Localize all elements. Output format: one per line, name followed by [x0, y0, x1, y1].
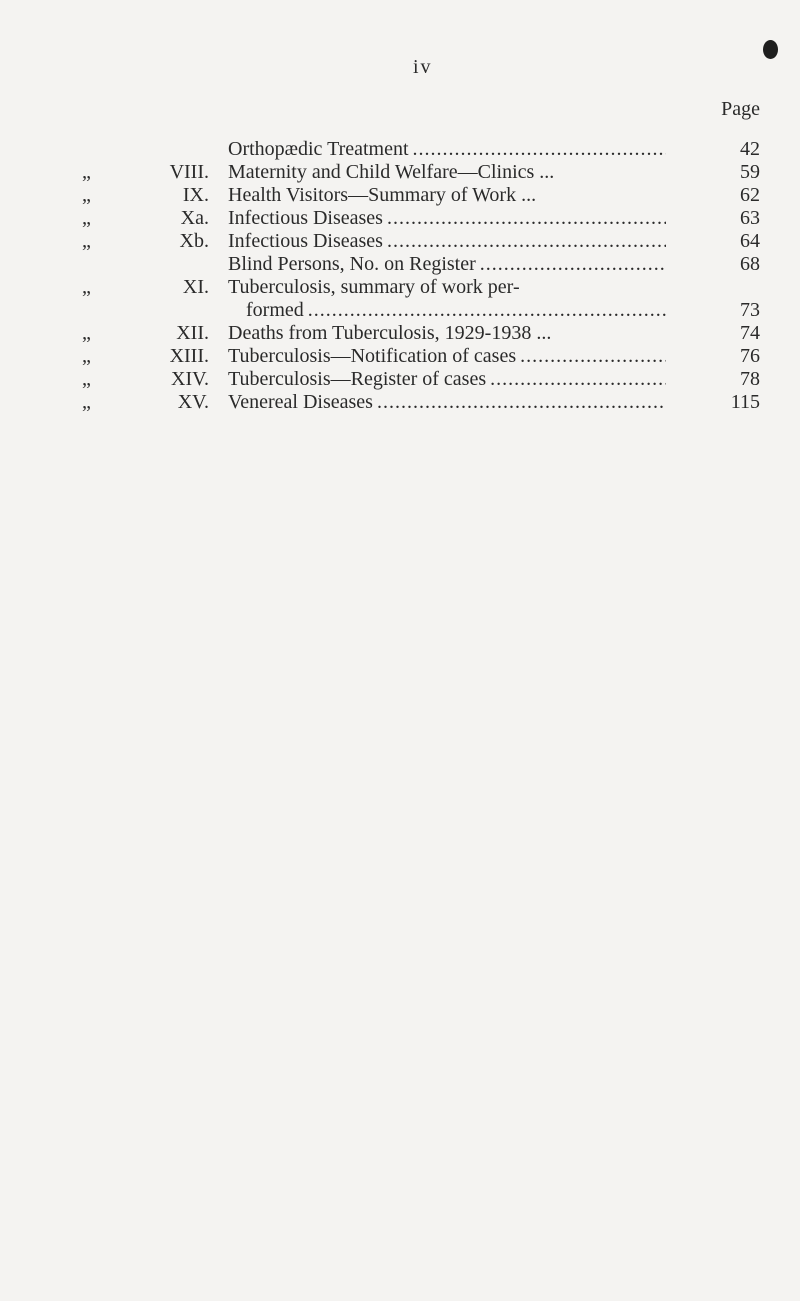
entry-title-with-leader: [228, 322, 666, 345]
table-of-contents: [0, 138, 800, 414]
toc-row: [0, 138, 800, 161]
entry-title: Infectious Diseases: [228, 230, 383, 252]
page-ref: 59: [740, 161, 760, 183]
entry-title: Tuberculosis—Notification of cases: [228, 345, 517, 367]
entry-title-with-leader: [228, 184, 666, 207]
toc-row: [0, 345, 800, 368]
dot-leader: [520, 345, 666, 368]
entry-title-with-leader: [228, 207, 666, 230]
page-ref: 115: [730, 391, 760, 413]
entry-title-with-leader: [228, 138, 666, 161]
dot-leader: [490, 368, 666, 391]
entry-title-with-leader: [228, 391, 666, 414]
dot-leader: [413, 138, 666, 161]
entry-title-with-leader: [228, 230, 666, 253]
entry-title: Maternity and Child Welfare—Clinics ...: [228, 161, 555, 183]
page-ref: 64: [740, 230, 760, 252]
dot-leader: [480, 253, 666, 276]
table-label: Xa.: [180, 207, 209, 229]
ditto-mark: „: [82, 161, 91, 183]
entry-title-with-leader: [228, 276, 666, 322]
ink-blot: [763, 40, 778, 59]
toc-row: [0, 322, 800, 345]
toc-row: [0, 276, 800, 322]
entry-title-with-leader: [228, 161, 666, 184]
table-label: IX.: [182, 184, 209, 206]
entry-title-line2: formed: [246, 299, 304, 321]
toc-row: [0, 368, 800, 391]
ditto-mark: „: [82, 345, 91, 367]
entry-title: Tuberculosis—Register of cases: [228, 368, 487, 390]
table-label: VIII.: [169, 161, 209, 183]
dot-leader: [377, 391, 666, 414]
entry-title: Blind Persons, No. on Register: [228, 253, 476, 275]
entry-title-with-leader: [228, 253, 666, 276]
table-label: XIII.: [169, 345, 209, 367]
page-ref: 76: [740, 345, 760, 367]
toc-row: [0, 391, 800, 414]
ditto-mark: „: [82, 207, 91, 229]
table-label: Xb.: [179, 230, 209, 252]
dot-leader: [308, 299, 666, 322]
toc-row: [0, 207, 800, 230]
dot-leader: [387, 207, 666, 230]
entry-title-with-leader: [228, 345, 666, 368]
toc-row: [0, 230, 800, 253]
entry-title: Deaths from Tuberculosis, 1929-1938 ...: [228, 322, 552, 344]
page-ref: 68: [740, 253, 760, 275]
ditto-mark: „: [82, 230, 91, 252]
table-label: XIV.: [171, 368, 209, 390]
ditto-mark: „: [82, 368, 91, 390]
page-ref: 74: [740, 322, 760, 344]
dot-leader: [387, 230, 666, 253]
page-ref: 73: [740, 299, 760, 321]
page-ref: 78: [740, 368, 760, 390]
page-ref: 63: [740, 207, 760, 229]
ditto-mark: „: [82, 322, 91, 344]
entry-title: Infectious Diseases: [228, 207, 383, 229]
table-label: XI.: [182, 276, 209, 298]
table-label: XII.: [176, 322, 209, 344]
ditto-mark: „: [82, 391, 91, 413]
entry-title: Health Visitors—Summary of Work ...: [228, 184, 537, 206]
ditto-mark: „: [82, 276, 91, 298]
page-ref: 62: [740, 184, 760, 206]
page-ref: 42: [740, 138, 760, 160]
entry-title: Orthopædic Treatment: [228, 138, 409, 160]
entry-title-line1: Tuberculosis, summary of work per-: [228, 276, 520, 298]
toc-row: [0, 161, 800, 184]
page-column-header: Page: [721, 98, 760, 120]
entry-title: Venereal Diseases: [228, 391, 373, 413]
entry-title-with-leader: [228, 368, 666, 391]
table-label: XV.: [177, 391, 209, 413]
toc-row: [0, 253, 800, 276]
toc-row: [0, 184, 800, 207]
entry-title-continuation: [228, 299, 666, 322]
ditto-mark: „: [82, 184, 91, 206]
page-number: iv: [413, 56, 433, 78]
